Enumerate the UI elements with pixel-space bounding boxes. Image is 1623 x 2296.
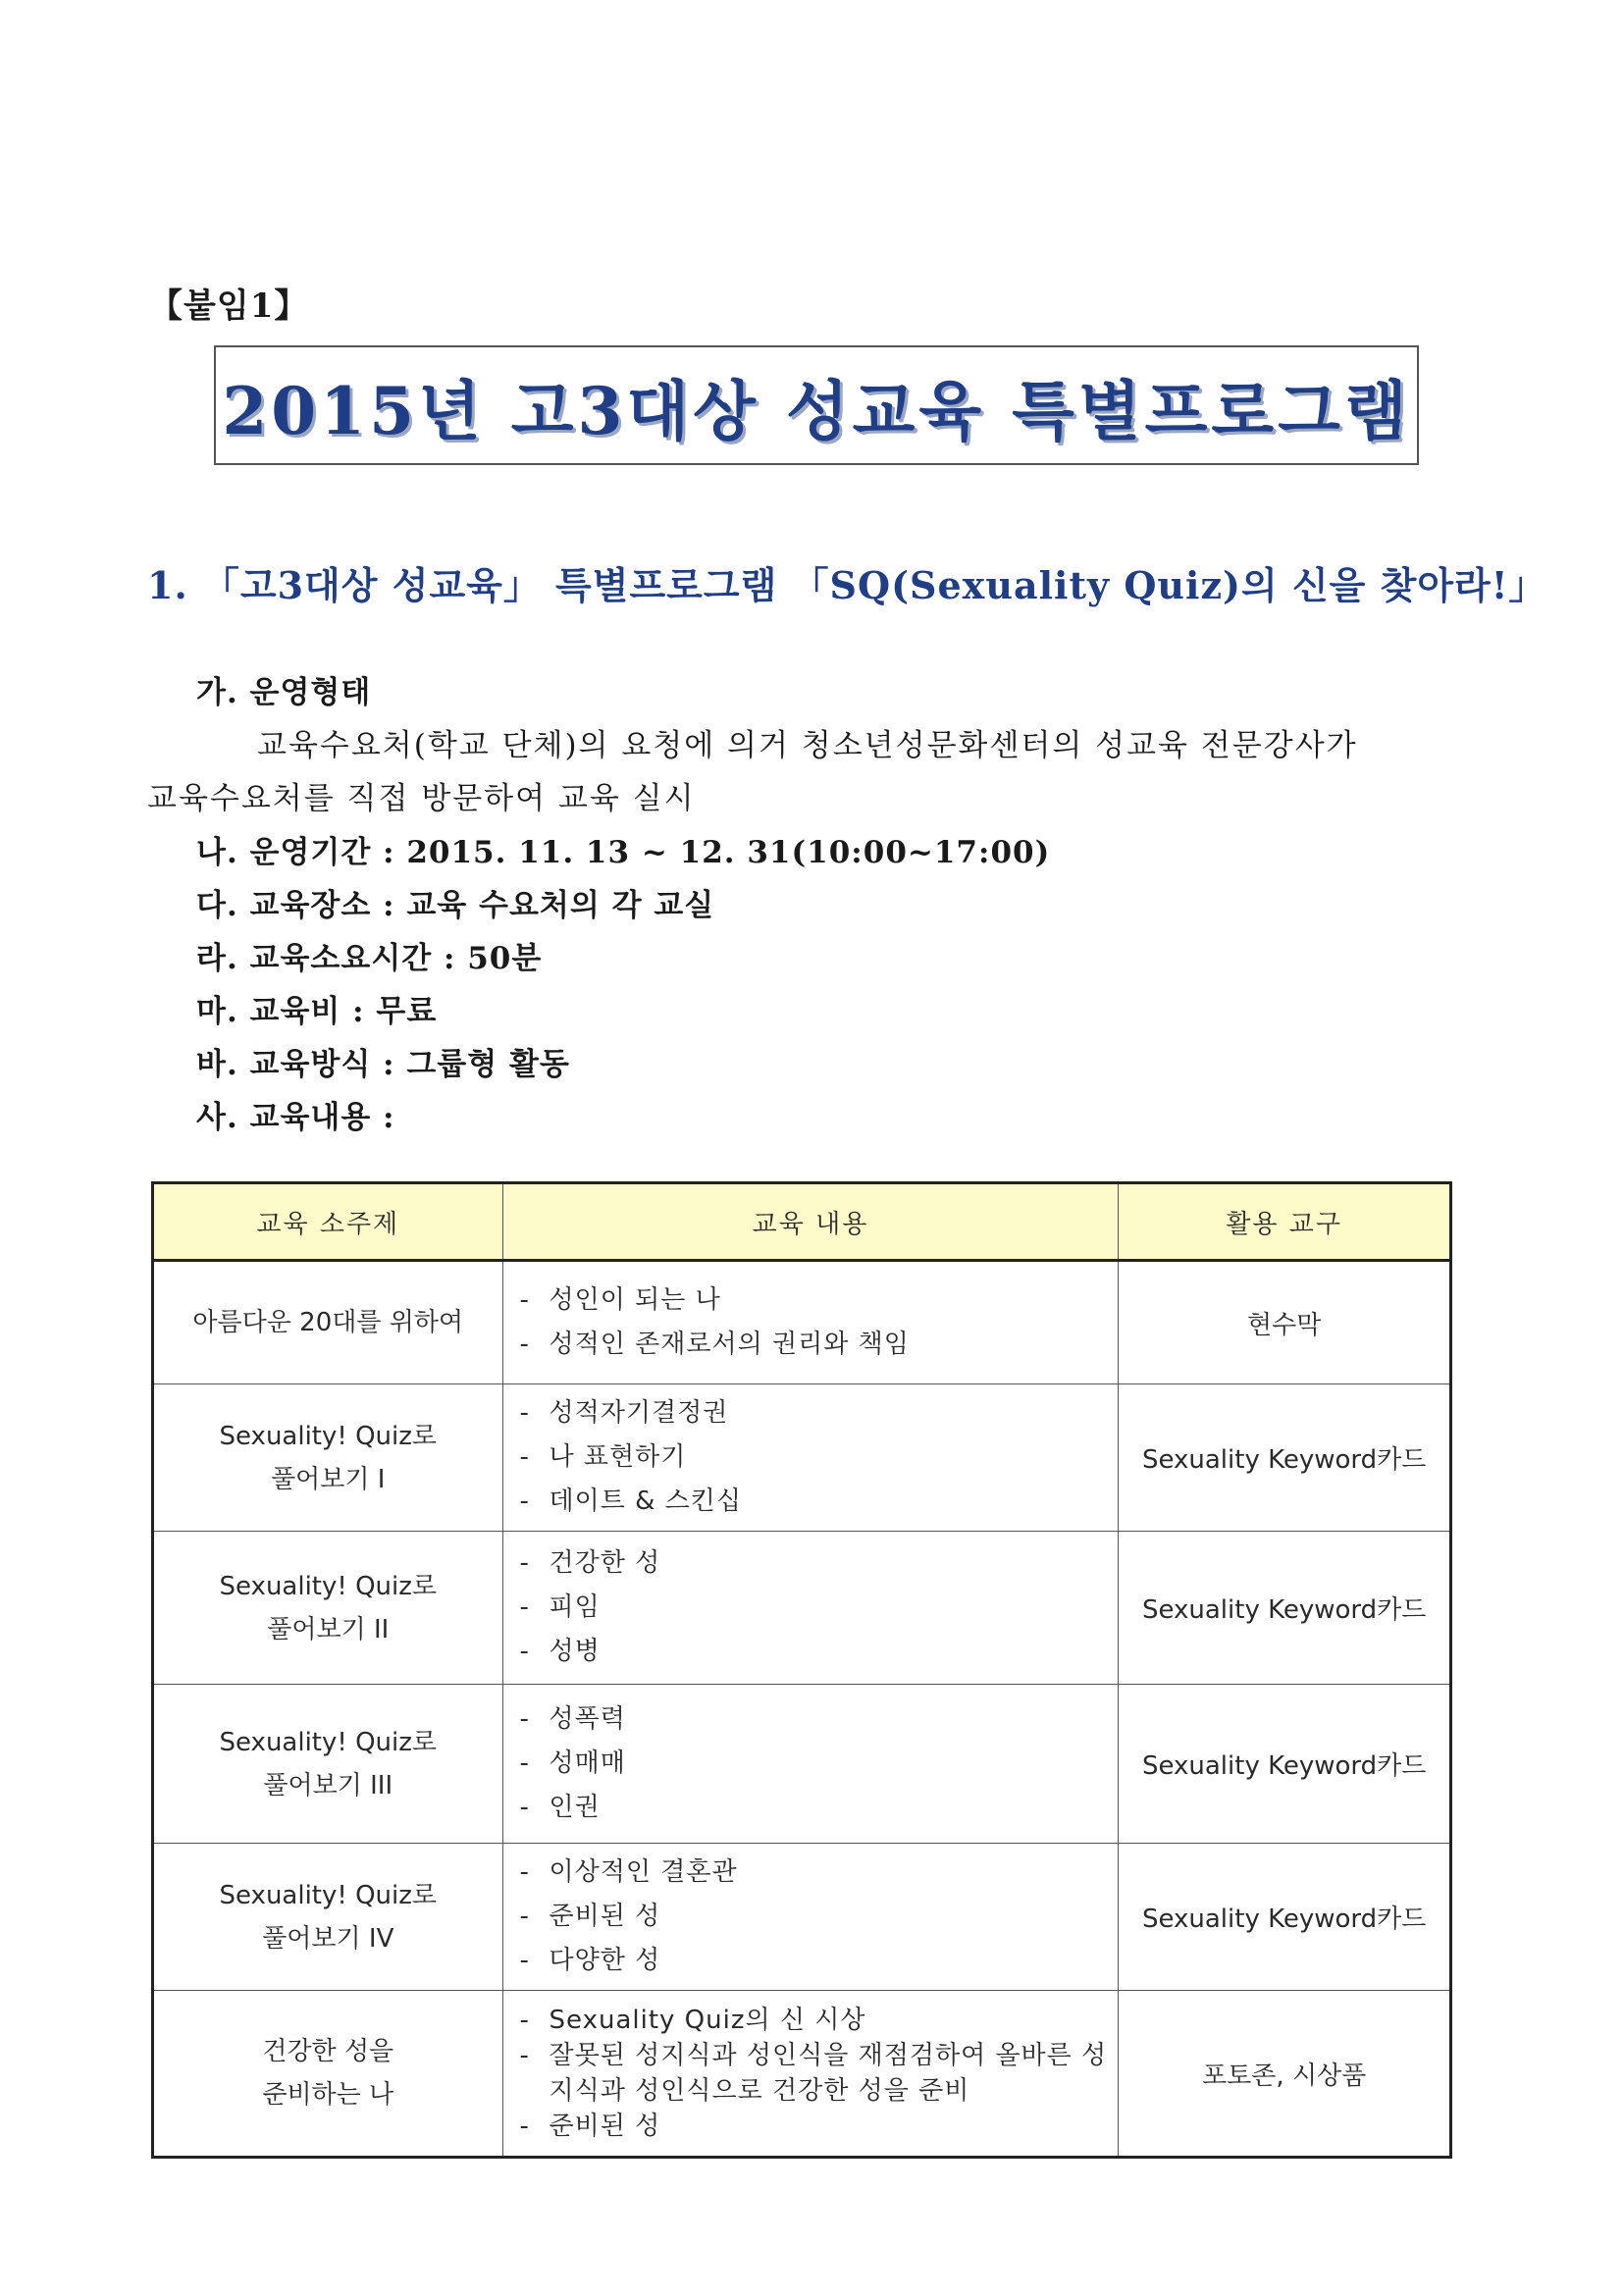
topic-line: 풀어보기 III xyxy=(263,1770,393,1800)
row-topic xyxy=(153,1261,503,1384)
row-tool: Sexuality Keyword카드 xyxy=(1119,1532,1451,1685)
content-item: - 인권 xyxy=(519,1793,601,1822)
program-table xyxy=(151,1181,1452,2159)
item-operation-period: 나. 운영기간 : 2015. 11. 13 ~ 12. 31(10:00~17:00) xyxy=(196,835,1051,870)
content-item: - 성매매 xyxy=(519,1748,626,1778)
row-topic xyxy=(153,1384,503,1532)
item-duration: 라. 교육소요시간 : 50분 xyxy=(196,941,543,976)
row-topic xyxy=(153,1844,503,1991)
topic-line: 풀어보기 II xyxy=(267,1614,390,1644)
row-topic xyxy=(153,1532,503,1685)
content-item: - 데이트 & 스킨십 xyxy=(519,1487,743,1516)
content-item: - 성병 xyxy=(519,1637,601,1666)
content-item: - 건강한 성 xyxy=(519,1548,661,1578)
content-item: - 준비된 성 xyxy=(519,2112,661,2141)
item-method: 바. 교육방식 : 그룹형 활동 xyxy=(196,1047,570,1082)
table-row xyxy=(153,1384,1451,1532)
section-number: 1. xyxy=(147,563,188,607)
content-item-continuation: 지식과 성인식으로 건강한 성을 준비 xyxy=(549,2076,970,2106)
content-item: - 성폭력 xyxy=(519,1704,626,1734)
topic-line: Sexuality! Quiz로 xyxy=(219,1727,438,1757)
document-title: 2015년 고3대상 성교육 특별프로그램 xyxy=(222,372,1411,449)
topic-line: 풀어보기 I xyxy=(271,1464,386,1494)
row-content xyxy=(502,1532,1119,1685)
section-heading xyxy=(147,555,1546,609)
topic-line: Sexuality! Quiz로 xyxy=(219,1571,438,1601)
row-tool: 현수막 xyxy=(1119,1261,1451,1384)
topic-line: Sexuality! Quiz로 xyxy=(219,1880,438,1910)
item-operation-type: 가. 운영형태 xyxy=(196,675,372,710)
row-tool: Sexuality Keyword카드 xyxy=(1119,1384,1451,1532)
content-item: - 성적자기결정권 xyxy=(519,1398,729,1428)
topic-line: 풀어보기 IV xyxy=(262,1923,394,1954)
header-tool: 활용 교구 xyxy=(1119,1183,1451,1261)
topic-line: 아름다운 20대를 위하여 xyxy=(192,1308,464,1337)
content-item: - 피임 xyxy=(519,1592,601,1622)
row-content xyxy=(502,1991,1119,2158)
table-row xyxy=(153,1991,1451,2158)
operation-type-desc-line2: 교육수요처를 직접 방문하여 교육 실시 xyxy=(147,781,696,816)
table-row xyxy=(153,1685,1451,1844)
content-item: - 이상적인 결혼관 xyxy=(519,1857,738,1887)
row-content xyxy=(502,1384,1119,1532)
row-topic xyxy=(153,1991,503,2158)
header-topic: 교육 소주제 xyxy=(153,1183,503,1261)
table-row xyxy=(153,1261,1451,1384)
content-item: - Sexuality Quiz의 신 시상 xyxy=(519,2006,866,2035)
table-header-row xyxy=(153,1183,1451,1261)
section-heading-text: 「고3대상 성교육」 특별프로그램 「SQ(Sexuality Quiz)의 신을 찾아라!」 xyxy=(201,563,1547,607)
content-item: - 나 표현하기 xyxy=(519,1442,687,1472)
title-box xyxy=(214,345,1419,465)
item-fee: 마. 교육비 : 무료 xyxy=(196,994,438,1029)
topic-line: 건강한 성을 xyxy=(262,2037,394,2066)
header-content: 교육 내용 xyxy=(502,1183,1119,1261)
topic-line: Sexuality! Quiz로 xyxy=(219,1421,438,1451)
table-row xyxy=(153,1532,1451,1685)
operation-type-desc-line1: 교육수요처(학교 단체)의 요청에 의거 청소년성문화센터의 성교육 전문강사가 xyxy=(257,728,1358,763)
item-location: 다. 교육장소 : 교육 수요처의 각 교실 xyxy=(196,888,715,923)
row-content xyxy=(502,1844,1119,1991)
attachment-label: 【붙임1】 xyxy=(149,287,309,326)
item-content: 사. 교육내용 : xyxy=(196,1100,395,1135)
content-item: - 성인이 되는 나 xyxy=(519,1285,721,1315)
table-row xyxy=(153,1844,1451,1991)
content-item: - 준비된 성 xyxy=(519,1902,661,1931)
row-tool: Sexuality Keyword카드 xyxy=(1119,1685,1451,1844)
row-topic xyxy=(153,1685,503,1844)
row-content xyxy=(502,1685,1119,1844)
content-item: - 다양한 성 xyxy=(519,1946,661,1975)
content-item: - 잘못된 성지식과 성인식을 재점검하여 올바른 성 xyxy=(519,2041,1108,2070)
row-tool: 포토존, 시상품 xyxy=(1119,1991,1451,2158)
row-tool: Sexuality Keyword카드 xyxy=(1119,1844,1451,1991)
topic-line: 준비하는 나 xyxy=(262,2080,394,2110)
content-item: - 성적인 존재로서의 권리와 책임 xyxy=(519,1330,910,1359)
row-content xyxy=(502,1261,1119,1384)
